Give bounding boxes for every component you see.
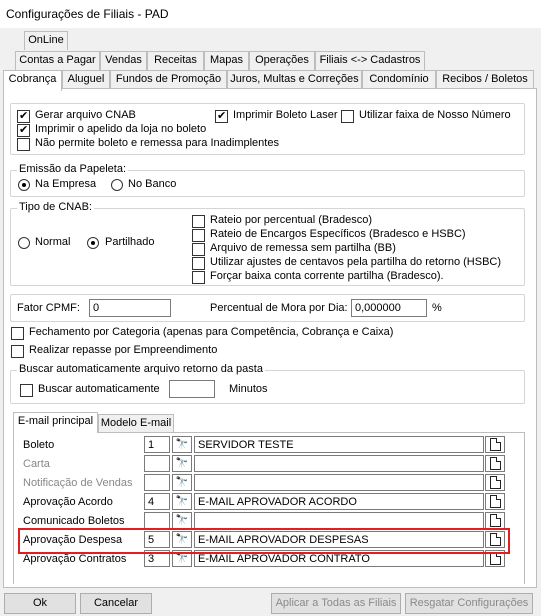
no-banco-radio[interactable] (111, 179, 123, 191)
document-icon[interactable] (485, 512, 505, 529)
imprimir-boleto-laser-label: Imprimir Boleto Laser (233, 109, 338, 121)
tab-email-principal[interactable]: E-mail principal (13, 412, 98, 433)
email-row-text-input[interactable]: E-MAIL APROVADOR DESPESAS (194, 531, 484, 548)
email-row-carta (19, 455, 509, 474)
ajustes-centavos-label: Utilizar ajustes de centavos pela partilha do retorno (HSBC) (210, 256, 502, 268)
tab-receitas[interactable]: Receitas (147, 51, 204, 70)
ok-button[interactable]: Ok (4, 593, 76, 614)
email-row-num-input[interactable]: 3 (144, 550, 170, 567)
utilizar-faixa-checkbox[interactable] (341, 110, 354, 123)
document-icon[interactable] (485, 474, 505, 491)
buscar-auto-checkbox[interactable] (20, 384, 33, 397)
normal-radio[interactable] (18, 237, 30, 249)
binoculars-icon[interactable]: 🔭 (172, 550, 192, 567)
partilhado-label: Partilhado (105, 236, 155, 248)
gerar-cnab-checkbox[interactable] (17, 110, 30, 123)
binoculars-icon[interactable]: 🔭 (172, 531, 192, 548)
tipo-cnab-group (10, 201, 525, 286)
arquivo-remessa-label: Arquivo de remessa sem partilha (BB) (210, 242, 396, 254)
resgatar-configuracoes-button[interactable]: Resgatar Configurações (405, 593, 533, 614)
cobranca-panel (3, 88, 537, 588)
rateio-percentual-label: Rateio por percentual (Bradesco) (210, 214, 373, 226)
email-row-num-input[interactable]: 5 (144, 531, 170, 548)
forcar-baixa-checkbox[interactable] (192, 271, 205, 284)
email-row-boleto (19, 436, 509, 455)
tab-contas-a-pagar[interactable]: Contas a Pagar (15, 51, 100, 70)
email-row-label: Carta (23, 458, 50, 470)
document-icon[interactable] (485, 493, 505, 510)
nao-permite-checkbox[interactable] (17, 138, 30, 151)
cnab-options-group (10, 103, 525, 155)
email-row-label: Boleto (23, 439, 55, 451)
tipo-cnab-title: Tipo de CNAB: (19, 201, 92, 213)
busca-title: Buscar automaticamente arquivo retorno da pasta (19, 363, 263, 375)
emissao-group (10, 163, 525, 197)
rateio-encargos-label: Rateio de Encargos Específicos (Bradesco e HSBC) (210, 228, 466, 240)
tab-mapas[interactable]: Mapas (204, 51, 249, 70)
email-row-text-input[interactable]: E-MAIL APROVADOR CONTRATO (194, 550, 484, 567)
email-row-label: Notificação de Vendas (23, 477, 133, 489)
tab-fundos-de-promocao[interactable]: Fundos de Promoção (110, 70, 227, 89)
fator-group (10, 294, 525, 322)
email-row-num-input[interactable] (144, 474, 170, 491)
email-row-num-input[interactable] (144, 455, 170, 472)
email-row-aprovacao-acordo (19, 493, 509, 512)
tab-online[interactable]: OnLine (24, 31, 68, 50)
email-row-text-input[interactable] (194, 512, 484, 529)
tab-operacoes[interactable]: Operações (249, 51, 315, 70)
fator-cpmf-label: Fator CPMF: (17, 302, 80, 314)
binoculars-icon[interactable]: 🔭 (172, 493, 192, 510)
email-row-label: Comunicado Boletos (23, 515, 125, 527)
email-row-label: Aprovação Despesa (23, 534, 123, 546)
tab-modelo-email[interactable]: Modelo E-mail (98, 414, 174, 433)
na-empresa-label: Na Empresa (35, 178, 97, 190)
rateio-percentual-checkbox[interactable] (192, 215, 205, 228)
email-row-text-input[interactable] (194, 455, 484, 472)
highlight-box (18, 528, 510, 554)
tab-aluguel[interactable]: Aluguel (62, 70, 110, 89)
busca-group (10, 363, 525, 404)
tab-filiais-cadastros[interactable]: Filiais <-> Cadastros (315, 51, 425, 70)
rateio-encargos-checkbox[interactable] (192, 229, 205, 242)
binoculars-icon[interactable]: 🔭 (172, 512, 192, 529)
binoculars-icon[interactable]: 🔭 (172, 436, 192, 453)
fechamento-label: Fechamento por Categoria (apenas para Competência, Cobrança e Caixa) (29, 326, 394, 338)
email-row-label: Aprovação Acordo (23, 496, 113, 508)
email-row-text-input[interactable]: E-MAIL APROVADOR ACORDO (194, 493, 484, 510)
arquivo-remessa-checkbox[interactable] (192, 243, 205, 256)
partilhado-radio[interactable] (87, 237, 99, 249)
mora-unit: % (432, 302, 442, 314)
email-row-num-input[interactable]: 1 (144, 436, 170, 453)
email-row-text-input[interactable]: SERVIDOR TESTE (194, 436, 484, 453)
cancelar-button[interactable]: Cancelar (80, 593, 152, 614)
tab-juros-multas-correcoes[interactable]: Juros, Multas e Correções (227, 70, 362, 89)
tab-vendas[interactable]: Vendas (100, 51, 147, 70)
mora-input[interactable]: 0,000000 (351, 299, 427, 317)
imprimir-apelido-label: Imprimir o apelido da loja no boleto (35, 123, 207, 135)
tab-recibos-boletos[interactable]: Recibos / Boletos (436, 70, 534, 89)
fator-cpmf-input[interactable]: 0 (89, 299, 171, 317)
imprimir-apelido-checkbox[interactable] (17, 124, 30, 137)
utilizar-faixa-label: Utilizar faixa de Nosso Número (359, 109, 511, 121)
repasse-label: Realizar repasse por Empreendimento (29, 344, 218, 356)
emissao-title: Emissão da Papeleta: (19, 163, 127, 175)
na-empresa-radio[interactable] (18, 179, 30, 191)
email-row-notificacao-vendas (19, 474, 509, 493)
minutos-label: Minutos (229, 383, 268, 395)
mora-label: Percentual de Mora por Dia: (210, 302, 348, 314)
ajustes-centavos-checkbox[interactable] (192, 257, 205, 270)
window-title: Configurações de Filiais - PAD (6, 7, 169, 21)
tab-cobranca[interactable]: Cobrança (3, 70, 62, 91)
title-bar (0, 0, 541, 28)
minutos-input[interactable] (169, 380, 215, 398)
document-icon[interactable] (485, 436, 505, 453)
email-row-label: Aprovação Contratos (23, 553, 127, 565)
email-row-num-input[interactable] (144, 512, 170, 529)
forcar-baixa-label: Forçar baixa conta corrente partilha (Bradesco). (210, 270, 444, 282)
gerar-cnab-label: Gerar arquivo CNAB (35, 109, 136, 121)
buscar-auto-label: Buscar automaticamente (38, 383, 160, 395)
repasse-checkbox[interactable] (11, 345, 24, 358)
imprimir-boleto-laser-checkbox[interactable] (215, 110, 228, 123)
normal-label: Normal (35, 236, 71, 248)
nao-permite-label: Não permite boleto e remessa para Inadimplentes (35, 137, 279, 149)
binoculars-icon[interactable]: 🔭 (172, 455, 192, 472)
document-icon[interactable] (485, 455, 505, 472)
binoculars-icon[interactable]: 🔭 (172, 474, 192, 491)
tab-condominio[interactable]: Condomínio (362, 70, 436, 89)
email-row-num-input[interactable]: 4 (144, 493, 170, 510)
email-row-text-input[interactable] (194, 474, 484, 491)
no-banco-label: No Banco (128, 178, 177, 190)
aplicar-todas-filiais-button[interactable]: Aplicar a Todas as Filiais (271, 593, 401, 614)
fechamento-checkbox[interactable] (11, 327, 24, 340)
